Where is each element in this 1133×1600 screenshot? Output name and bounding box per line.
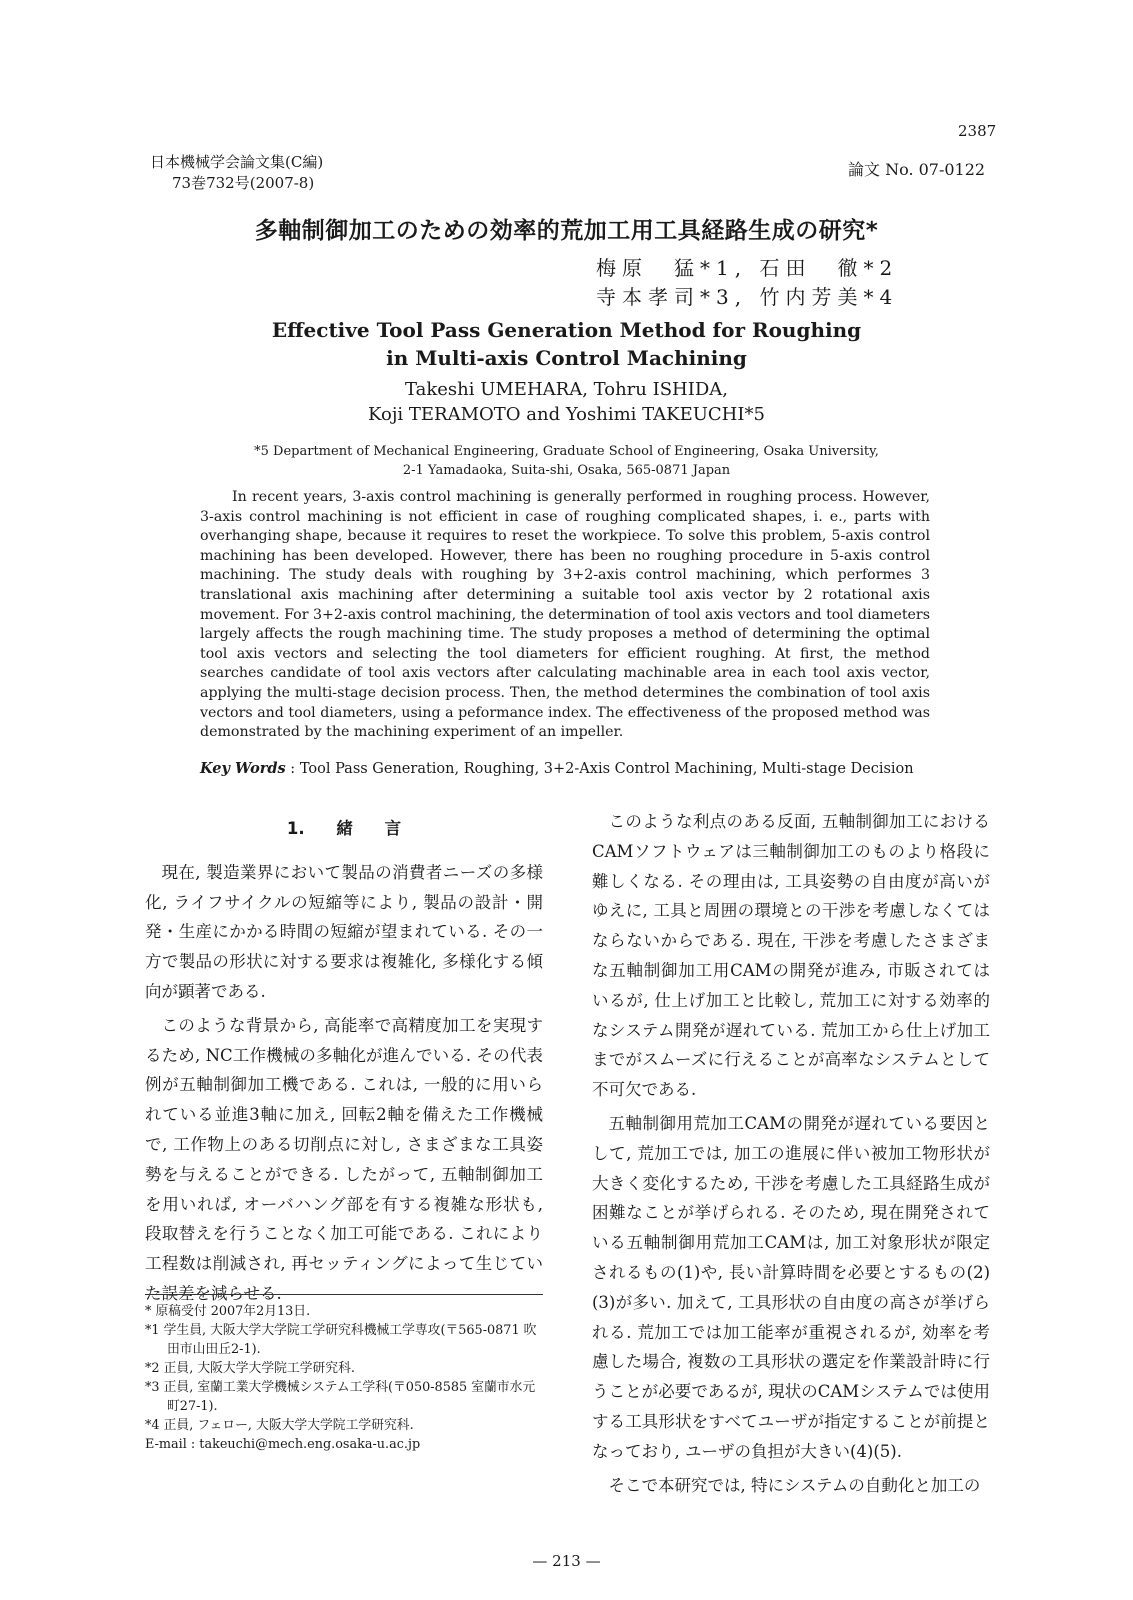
footnote: *3 正員, 室蘭工業大学機械システム工学科(〒050-8585 室蘭市水元町27-1).	[145, 1380, 536, 1414]
footnote: *4 正員, フェロー, 大阪大学大学院工学研究科.	[145, 1418, 414, 1433]
footnote: *2 正員, 大阪大学大学院工学研究科.	[145, 1361, 355, 1376]
footnote: * 原稿受付 2007年2月13日.	[145, 1304, 311, 1319]
page-number-top: 2387	[958, 122, 997, 140]
left-column	[145, 814, 543, 1309]
paragraph: 五軸制御用荒加工CAMの開発が遅れている要因として, 荒加工では, 加工の進展に伴い被加工物形状が大きく変化するため, 干渉を考慮した工具経路生成が困難なことが挙げられる. そのため, 現在開発されている五軸制御用荒加工CAMは, 加工対象形状が限定されるもの(1)や, 長い計算時間を必要とするもの(2)(3)が多い. 加えて, 工具形状の自由度の高さが挙げられる. 荒加工では加工能率が重視されるが, 効率を考慮した場合, 複数の工具形状の選定を作業設計時に行うことが必要であるが, 現状のCAMシステムでは使用する工具形状をすべてユーザが指定することが前提となっており, ユーザの負担が大きい(4)(5).	[592, 1113, 990, 1461]
authors-jp-line2: 寺本孝司*3, 竹内芳美*4	[596, 285, 899, 309]
paragraph: そこで本研究では, 特にシステムの自動化と加工の	[608, 1475, 981, 1495]
paragraph: このような背景から, 高能率で高精度加工を実現するため, NC工作機械の多軸化が進んでいる. その代表例が五軸制御加工機である. これは, 一般的に用いられている並進3軸に加え, 回転2軸を備えた工作機械で, 工作物上のある切削点に対し, さまざまな工具姿勢を与えることができる. したがって, 五軸制御加工を用いれば, オーバハング部を有する複雑な形状も, 段取替えを行うことなく加工可能である. これにより工程数は削減され, 再セッティングによって生じていた誤差を減らせる.	[145, 1015, 543, 1303]
abstract: In recent years, 3-axis control machining is generally performed in roughing process. However, 3-axis control machining is not efficient in case of roughing complicated shapes, i. e., parts with overhanging shape, because it requires to reset the workpiece. To solve this problem, 5-axis control machining has been developed. However, there has been no roughing procedure in 5-axis control machining. The study deals with roughing by 3+2-axis control machining, which performes 3 translational axis machining after determining a suitable tool axis vector by 2 rotational axis movement. For 3+2-axis control machining, the determination of tool axis vectors and tool diameters largely affects the rough machining time. The study proposes a method of determining the optimal tool axis vectors and selecting the tool diameters for efficient roughing. At first, the method searches candidate of tool axis vectors after calculating machinable area in each tool axis vector, applying the multi-stage decision process. Then, the method determines the combination of tool axis vectors and tool diameters, using a peformance index. The effectiveness of the proposed method was demonstrated by the machining experiment of an impeller.	[200, 489, 930, 741]
authors-en-line2: Koji TERAMOTO and Yoshimi TAKEUCHI*5	[368, 404, 765, 425]
page-number-bottom: — 213 —	[532, 1552, 601, 1570]
affiliation-line2: 2-1 Yamadaoka, Suita-shi, Osaka, 565-0871 Japan	[402, 463, 731, 478]
footnote-divider	[145, 1294, 543, 1295]
authors-en-line1: Takeshi UMEHARA, Tohru ISHIDA,	[405, 379, 728, 400]
right-column	[592, 807, 990, 1500]
title-japanese: 多軸制御加工のための効率的荒加工用工具経路生成の研究*	[254, 218, 879, 244]
journal-name: 日本機械学会論文集(C編)	[150, 153, 324, 171]
title-en-line2: in Multi-axis Control Machining	[386, 346, 747, 370]
authors-japanese	[596, 254, 898, 312]
footnote-email: E-mail : takeuchi@mech.eng.osaka-u.ac.jp	[145, 1437, 421, 1452]
footnote: *1 学生員, 大阪大学大学院工学研究科機械工学専攻(〒565-0871 吹田市山田丘2-1).	[145, 1323, 537, 1357]
paragraph: 現在, 製造業界において製品の消費者ニーズの多様化, ライフサイクルの短縮等により, 製品の設計・開発・生産にかかる時間の短縮が望まれている. その一方で製品の形状に対する要求は複雑化, 多様化する傾向が顕著である.	[145, 862, 543, 1001]
authors-english	[0, 377, 1133, 427]
paper-number: 論文 No. 07-0122	[848, 160, 986, 179]
title-en-line1: Effective Tool Pass Generation Method for Roughing	[271, 318, 862, 342]
authors-jp-line1: 梅原 猛*1, 石田 徹*2	[596, 256, 899, 280]
paragraph: このような利点のある反面, 五軸制御加工におけるCAMソフトウェアは三軸制御加工のものより格段に難しくなる. その理由は, 工具姿勢の自由度が高いがゆえに, 工具と周囲の環境との干渉を考慮しなくてはならないからである. 現在, 干渉を考慮したさまざまな五軸制御加工用CAMの開発が進み, 市販されてはいるが, 仕上げ加工と比較し, 荒加工に対する効率的なシステム開発が遅れている. 荒加工から仕上げ加工までがスムーズに行えることが高率なシステムとして不可欠である.	[592, 812, 990, 1100]
keywords	[200, 760, 940, 777]
footnotes	[145, 1302, 543, 1454]
section-heading: 1. 緒 言	[286, 819, 402, 838]
keywords-colon: :	[285, 761, 300, 777]
keywords-label: Key Words	[200, 760, 286, 777]
journal-info	[150, 152, 323, 194]
journal-volume: 73巻732号(2007-8)	[172, 174, 315, 192]
affiliation-line1: *5 Department of Mechanical Engineering, Graduate School of Engineering, Osaka University,	[254, 444, 879, 459]
keywords-text: Tool Pass Generation, Roughing, 3+2-Axis Control Machining, Multi-stage Decision	[299, 761, 914, 777]
title-english	[0, 316, 1133, 372]
affiliation	[0, 442, 1133, 480]
